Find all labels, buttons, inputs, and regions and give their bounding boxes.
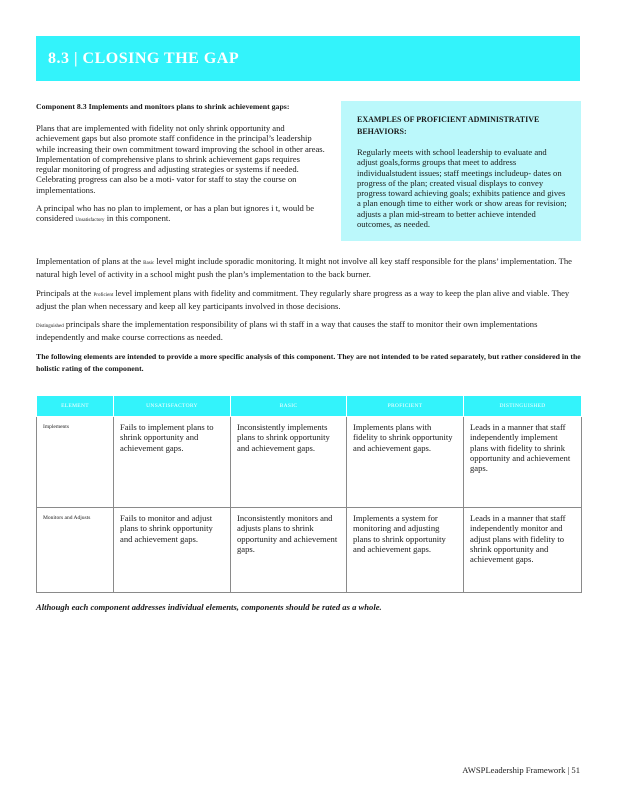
table-header-row (37, 396, 582, 417)
cell-unsatisfactory: Fails to implement plans to shrink opportunity and achievement gaps. (114, 417, 231, 508)
element-name: Implements (37, 417, 114, 508)
basic-text-pre: Implementation of plans at the (36, 256, 144, 266)
intro-paragraph: Plans that are implemented with fidelity not only shrink opportunity and achievement gaps but also promote staff confidence in the principal’s leadership while increasing their own commitment toward improving the school in other areas. Implementation of comprehensive plans to shrink achievement gaps requires regular monitoring of progress and adjusting strategies or systems if needed. Celebrating progress can also be a moti- vator for staff to stay the course on implementations. (36, 123, 325, 195)
distinguished-label: Distinguished (36, 324, 64, 330)
proficient-label: Proficient (93, 292, 114, 298)
cell-distinguished: Leads in a manner that staff independently monitor and adjust plans with fidelity to shrink opportunity and achievement gaps. (464, 508, 582, 593)
cell-proficient: Implements a system for monitoring and adjusting plans to shrink opportunity and achievement gaps. (347, 508, 464, 593)
header-distinguished: DISTINGUISHED (464, 396, 582, 417)
elements-note: The following elements are intended to provide a more specific analysis of this component. They are not intended to be rated separately, but rather considered in the holistic rating of the component. (36, 351, 581, 373)
elements-rubric-table (36, 395, 582, 593)
unsatisfactory-paragraph (36, 203, 326, 227)
page-footer: AWSPLeadership Framework | 51 (462, 765, 580, 775)
table-row (37, 417, 582, 508)
basic-paragraph (36, 256, 584, 280)
cell-basic: Inconsistently implements plans to shrink opportunity and achievement gaps. (231, 417, 347, 508)
proficient-examples-box (341, 101, 581, 241)
header-unsatisfactory: UNSATISFACTORY (114, 396, 231, 417)
table-row (37, 508, 582, 593)
rating-note: Although each component addresses individual elements, components should be rated as a whole. (36, 602, 382, 612)
section-banner (36, 36, 580, 81)
distinguished-text-post: principals share the implementation responsibility of plans wi th staff in a way that causes the staff to monitor their own implementations independently and make course corrections as needed. (36, 319, 538, 343)
level-descriptions (36, 256, 584, 383)
unsatisfactory-text-post: in this component. (104, 213, 171, 224)
distinguished-paragraph (36, 319, 584, 343)
cell-basic: Inconsistently monitors and adjusts plans to shrink opportunity and achievement gaps. (231, 508, 347, 593)
proficient-text-post: level implement plans with fidelity and commitment. They regularly share progress as a way to keep the plan alive and viable. They adjust the plan when necessary and keep all key participants involved in those decisions. (36, 287, 570, 311)
cell-proficient: Implements plans with fidelity to shrink opportunity and achievement gaps. (347, 417, 464, 508)
section-title: 8.3 | CLOSING THE GAP (48, 49, 240, 67)
element-name: Monitors and Adjusts (37, 508, 114, 593)
basic-label: Basic (143, 261, 155, 266)
examples-text: Regularly meets with school leadership to evaluate and adjust goals,forms groups that meet to address individualstudent issues; staff meetings includeup- dates on progress of the plan; created visual displays to convey progress toward achieving goals; exhibits patience and gives a plan enough time to either work or show areas for revision; adjusts a plan mid-stream to better achieve intended outcomes, as needed. (357, 147, 567, 230)
cell-distinguished: Leads in a manner that staff independently implement plans with fidelity to shrink opportunity and achievement gaps. (464, 417, 582, 508)
cell-unsatisfactory: Fails to monitor and adjust plans to shrink opportunity and achievement gaps. (114, 508, 231, 593)
basic-text-post: level might include sporadic monitoring. It might not involve all key staff responsible for the plans’ implementation. The natural high level of activity in a school might push the plan’s implementation to the back burner. (36, 256, 572, 280)
unsatisfactory-label: Unsatisfactory (75, 218, 105, 224)
header-basic: BASIC (231, 396, 347, 417)
intro-column (36, 101, 326, 235)
header-element: ELEMENT (37, 396, 114, 417)
examples-title: EXAMPLES OF PROFICIENT ADMINISTRATIVE BEHAVIORS: (357, 115, 540, 136)
unsatisfactory-text-pre: A principal who has no plan to implement, or has a plan but ignores i t, would be considered (36, 203, 315, 224)
proficient-paragraph (36, 288, 584, 312)
header-proficient: PROFICIENT (347, 396, 464, 417)
proficient-text-pre: Principals at the (36, 287, 94, 298)
component-heading: Component 8.3 Implements and monitors plans to shrink achievement gaps: (36, 102, 290, 111)
